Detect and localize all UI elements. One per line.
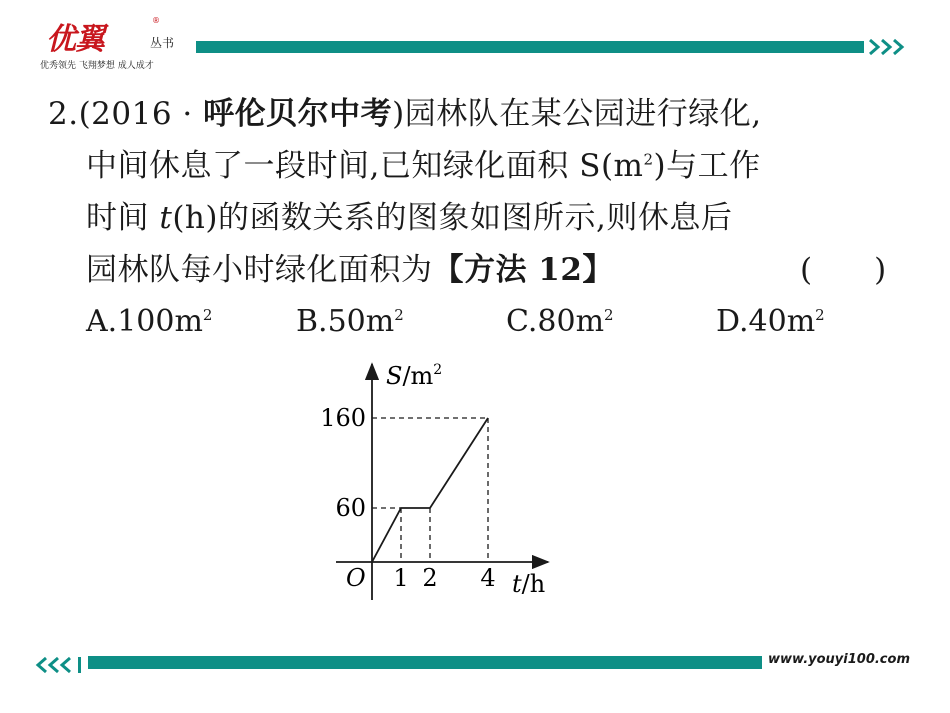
registered-mark: ® <box>152 16 160 25</box>
data-line <box>372 418 488 562</box>
question-text-3a: 时间 <box>86 200 160 236</box>
question-text-1: 园林队在某公园进行绿化, <box>404 96 762 132</box>
publisher-logo <box>40 14 200 74</box>
option-sup: 2 <box>604 306 614 324</box>
question-text-3b: (h)的函数关系的图象如图所示,则休息后 <box>172 200 733 236</box>
question-source-name: 呼伦贝尔中考 <box>203 96 393 132</box>
question-number: 2. <box>48 96 79 132</box>
y-axis-label <box>386 362 442 390</box>
option-value: 80m <box>537 304 605 339</box>
option-sup: 2 <box>815 306 825 324</box>
question-text-2a: 中间休息了一段时间,已知绿化面积 S(m <box>86 148 644 184</box>
chevron-right-icon <box>866 36 916 58</box>
question-text-3-var: t <box>159 200 173 236</box>
y-axis-var: S <box>386 362 403 390</box>
logo-brand: 优翼 <box>46 22 104 57</box>
option-sup: 2 <box>394 306 404 324</box>
logo-slogan: 优秀领先 飞翔梦想 成人成才 <box>40 61 154 71</box>
question-text-2-sup: 2 <box>643 150 654 169</box>
chevron-left-icon <box>32 654 84 676</box>
option-d <box>716 302 825 342</box>
area-time-graph <box>300 360 560 610</box>
header-bar <box>196 41 864 53</box>
option-value: 40m <box>748 304 816 339</box>
question-text-2b: )与工作 <box>653 148 761 184</box>
logo-series: 丛书 <box>150 36 175 50</box>
option-value: 50m <box>327 304 395 339</box>
footer-bar <box>88 656 762 669</box>
x-tick-label: 4 <box>480 564 496 592</box>
option-label: A. <box>86 304 118 339</box>
answer-blank: ( ) <box>800 252 887 288</box>
origin-label: O <box>346 564 366 592</box>
question-source-close: ) <box>392 96 405 132</box>
x-axis-label <box>512 570 545 598</box>
question-source-open: (2016 <box>78 96 173 132</box>
option-label: C. <box>506 304 538 339</box>
option-a <box>86 302 212 342</box>
question-line-1 <box>48 94 762 134</box>
y-axis-sup: 2 <box>433 362 443 378</box>
method-tag: 【方法 12】 <box>432 252 614 288</box>
x-axis-unit: /h <box>521 570 546 598</box>
option-value: 100m <box>117 304 203 339</box>
option-b <box>296 302 404 342</box>
option-sup: 2 <box>202 306 213 324</box>
y-tick-label: 60 <box>335 494 366 522</box>
y-tick-label: 160 <box>320 404 366 432</box>
question-line-3 <box>86 198 732 238</box>
y-axis-unit: /m <box>402 362 434 390</box>
question-source-dot: · <box>172 96 204 132</box>
footer-url: www.youyi100.com <box>768 652 910 667</box>
option-label: D. <box>716 304 749 339</box>
option-c <box>506 302 614 342</box>
question-text-4: 园林队每小时绿化面积为 <box>86 252 433 288</box>
question-line-2 <box>86 146 761 186</box>
x-axis-var: t <box>512 570 522 598</box>
option-label: B. <box>296 304 328 339</box>
x-tick-label: 2 <box>422 564 438 592</box>
question-line-4 <box>86 250 614 290</box>
x-tick-label: 1 <box>393 564 409 592</box>
